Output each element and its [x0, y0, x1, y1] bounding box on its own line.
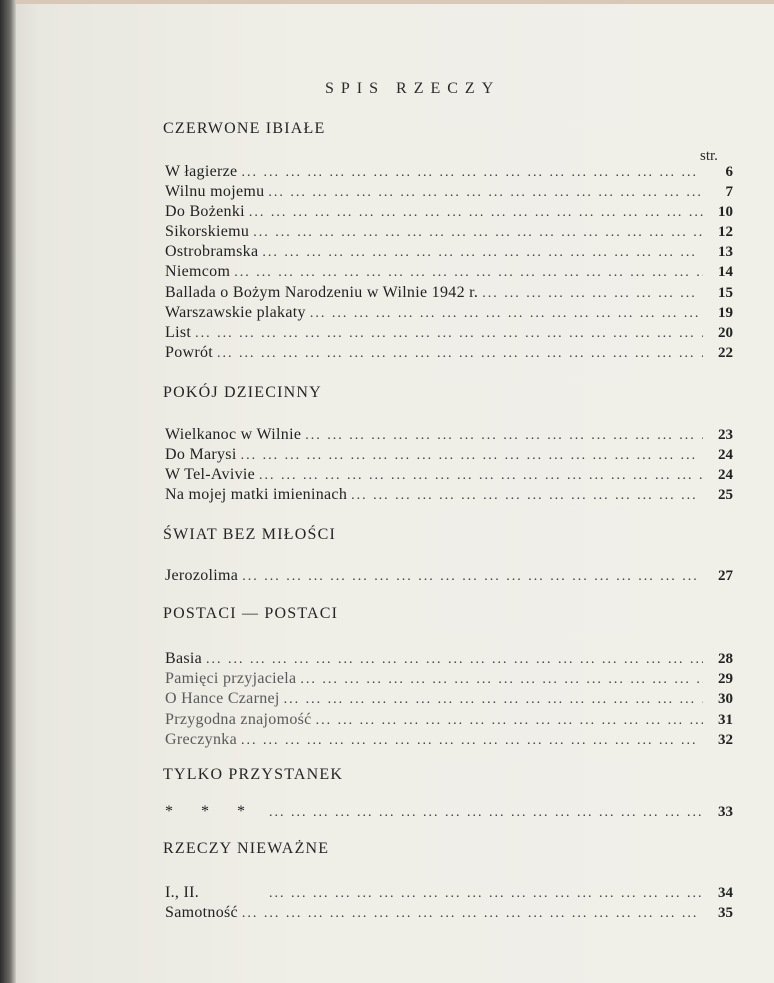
leader-dots	[241, 448, 703, 464]
entry-page: 30	[718, 691, 733, 707]
leader-dots	[217, 346, 703, 362]
entry-page: 33	[718, 804, 733, 820]
entry-page: 24	[718, 467, 733, 483]
toc-entry	[165, 711, 733, 731]
entry-page: 10	[718, 204, 733, 220]
entry-title: Warszawskie plakaty	[165, 304, 306, 321]
entry-title: Na mojej matki imieninach	[165, 486, 348, 503]
section-heading: POKÓJ DZIECINNY	[163, 384, 322, 401]
entry-page: 28	[718, 651, 733, 667]
entry-title: Samotność	[165, 904, 238, 921]
entry-title: Niemcom	[165, 263, 231, 280]
entry-title: Pamięci przyjaciela	[165, 670, 297, 687]
toc-entry	[165, 446, 733, 466]
page-top-edge	[16, 0, 774, 4]
entry-page: 19	[718, 305, 733, 321]
toc-entry	[165, 324, 733, 344]
section-heading: RZECZY NIEWAŻNE	[163, 840, 330, 857]
toc-entry	[165, 567, 733, 587]
leader-dots	[195, 326, 703, 342]
entry-title: Jerozolima	[165, 567, 239, 584]
leader-dots	[241, 165, 703, 181]
leader-dots	[259, 468, 703, 484]
entry-page: 34	[718, 885, 733, 901]
toc-entry	[165, 466, 733, 486]
toc-entry	[165, 243, 733, 263]
leader-dots	[234, 265, 703, 281]
entry-page: 35	[718, 905, 733, 921]
leader-dots	[284, 692, 703, 708]
leader-dots	[305, 428, 703, 444]
leader-dots	[310, 306, 703, 322]
leader-dots	[300, 672, 703, 688]
entry-page: 14	[718, 264, 733, 280]
leader-dots	[316, 713, 703, 729]
toc-entry	[165, 650, 733, 670]
entry-page: 25	[718, 487, 733, 503]
entry-title: Do Bożenki	[165, 203, 245, 220]
entry-page: 31	[718, 712, 733, 728]
leader-dots	[249, 205, 703, 221]
toc-entry	[165, 884, 733, 904]
section-heading: TYLKO PRZYSTANEK	[163, 766, 344, 783]
toc-entry	[165, 284, 733, 304]
leader-dots	[269, 886, 703, 902]
toc-entry	[165, 803, 733, 823]
entry-title: O Hance Czarnej	[165, 690, 280, 707]
entry-title: Greczynka	[165, 731, 237, 748]
entry-title: I., II.	[165, 884, 200, 901]
entry-page: 32	[718, 732, 733, 748]
toc-entry	[165, 203, 733, 223]
leader-dots	[253, 225, 703, 241]
entry-title: * * *	[165, 803, 257, 820]
entry-page: 29	[718, 671, 733, 687]
entry-title: Do Marysi	[165, 446, 237, 463]
leader-dots	[351, 488, 703, 504]
entry-page: 7	[725, 184, 733, 200]
toc-entry	[165, 263, 733, 283]
leader-dots	[242, 569, 703, 585]
leader-dots	[268, 185, 703, 201]
leader-dots	[242, 906, 703, 922]
leader-dots	[206, 652, 703, 668]
entry-page: 13	[718, 244, 733, 260]
entry-title: Powrót	[165, 344, 214, 361]
toc-entry	[165, 690, 733, 710]
entry-page: 15	[718, 285, 733, 301]
entry-page: 12	[718, 224, 733, 240]
leader-dots	[269, 805, 703, 821]
entry-title: List	[165, 324, 192, 341]
toc-entry	[165, 426, 733, 446]
entry-page: 24	[718, 447, 733, 463]
toc-entry	[165, 904, 733, 924]
entry-title: Przygodna znajomość	[165, 711, 312, 728]
entry-title: Wielkanoc w Wilnie	[165, 426, 302, 443]
entry-page: 6	[725, 164, 733, 180]
section-heading: CZERWONE IBIAŁE	[163, 120, 326, 137]
entry-title: Ballada o Bożym Narodzeniu w Wilnie 1942 r.	[165, 284, 479, 301]
book-spine	[0, 0, 16, 983]
page-title: SPIS RZECZY	[325, 80, 501, 97]
toc-entry	[165, 183, 733, 203]
toc-entry	[165, 731, 733, 751]
page-column-label: str.	[700, 148, 718, 164]
toc-entry	[165, 163, 733, 183]
entry-title: W Tel-Avivie	[165, 466, 256, 483]
toc-entry	[165, 304, 733, 324]
entry-page: 23	[718, 427, 733, 443]
leader-dots	[262, 245, 703, 261]
toc-entry	[165, 344, 733, 364]
entry-page: 22	[718, 345, 733, 361]
toc-entry	[165, 670, 733, 690]
section-heading: POSTACI — POSTACI	[163, 605, 339, 622]
toc-entry	[165, 223, 733, 243]
toc-entry	[165, 486, 733, 506]
entry-title: Sikorskiemu	[165, 223, 250, 240]
entry-title: W łagierze	[165, 163, 238, 180]
entry-page: 20	[718, 325, 733, 341]
entry-page: 27	[718, 568, 733, 584]
leader-dots	[241, 733, 703, 749]
entry-title: Ostrobramska	[165, 243, 259, 260]
leader-dots	[482, 286, 703, 302]
entry-title: Basia	[165, 650, 203, 667]
entry-title: Wilnu mojemu	[165, 183, 265, 200]
section-heading: ŚWIAT BEZ MIŁOŚCI	[163, 526, 336, 543]
